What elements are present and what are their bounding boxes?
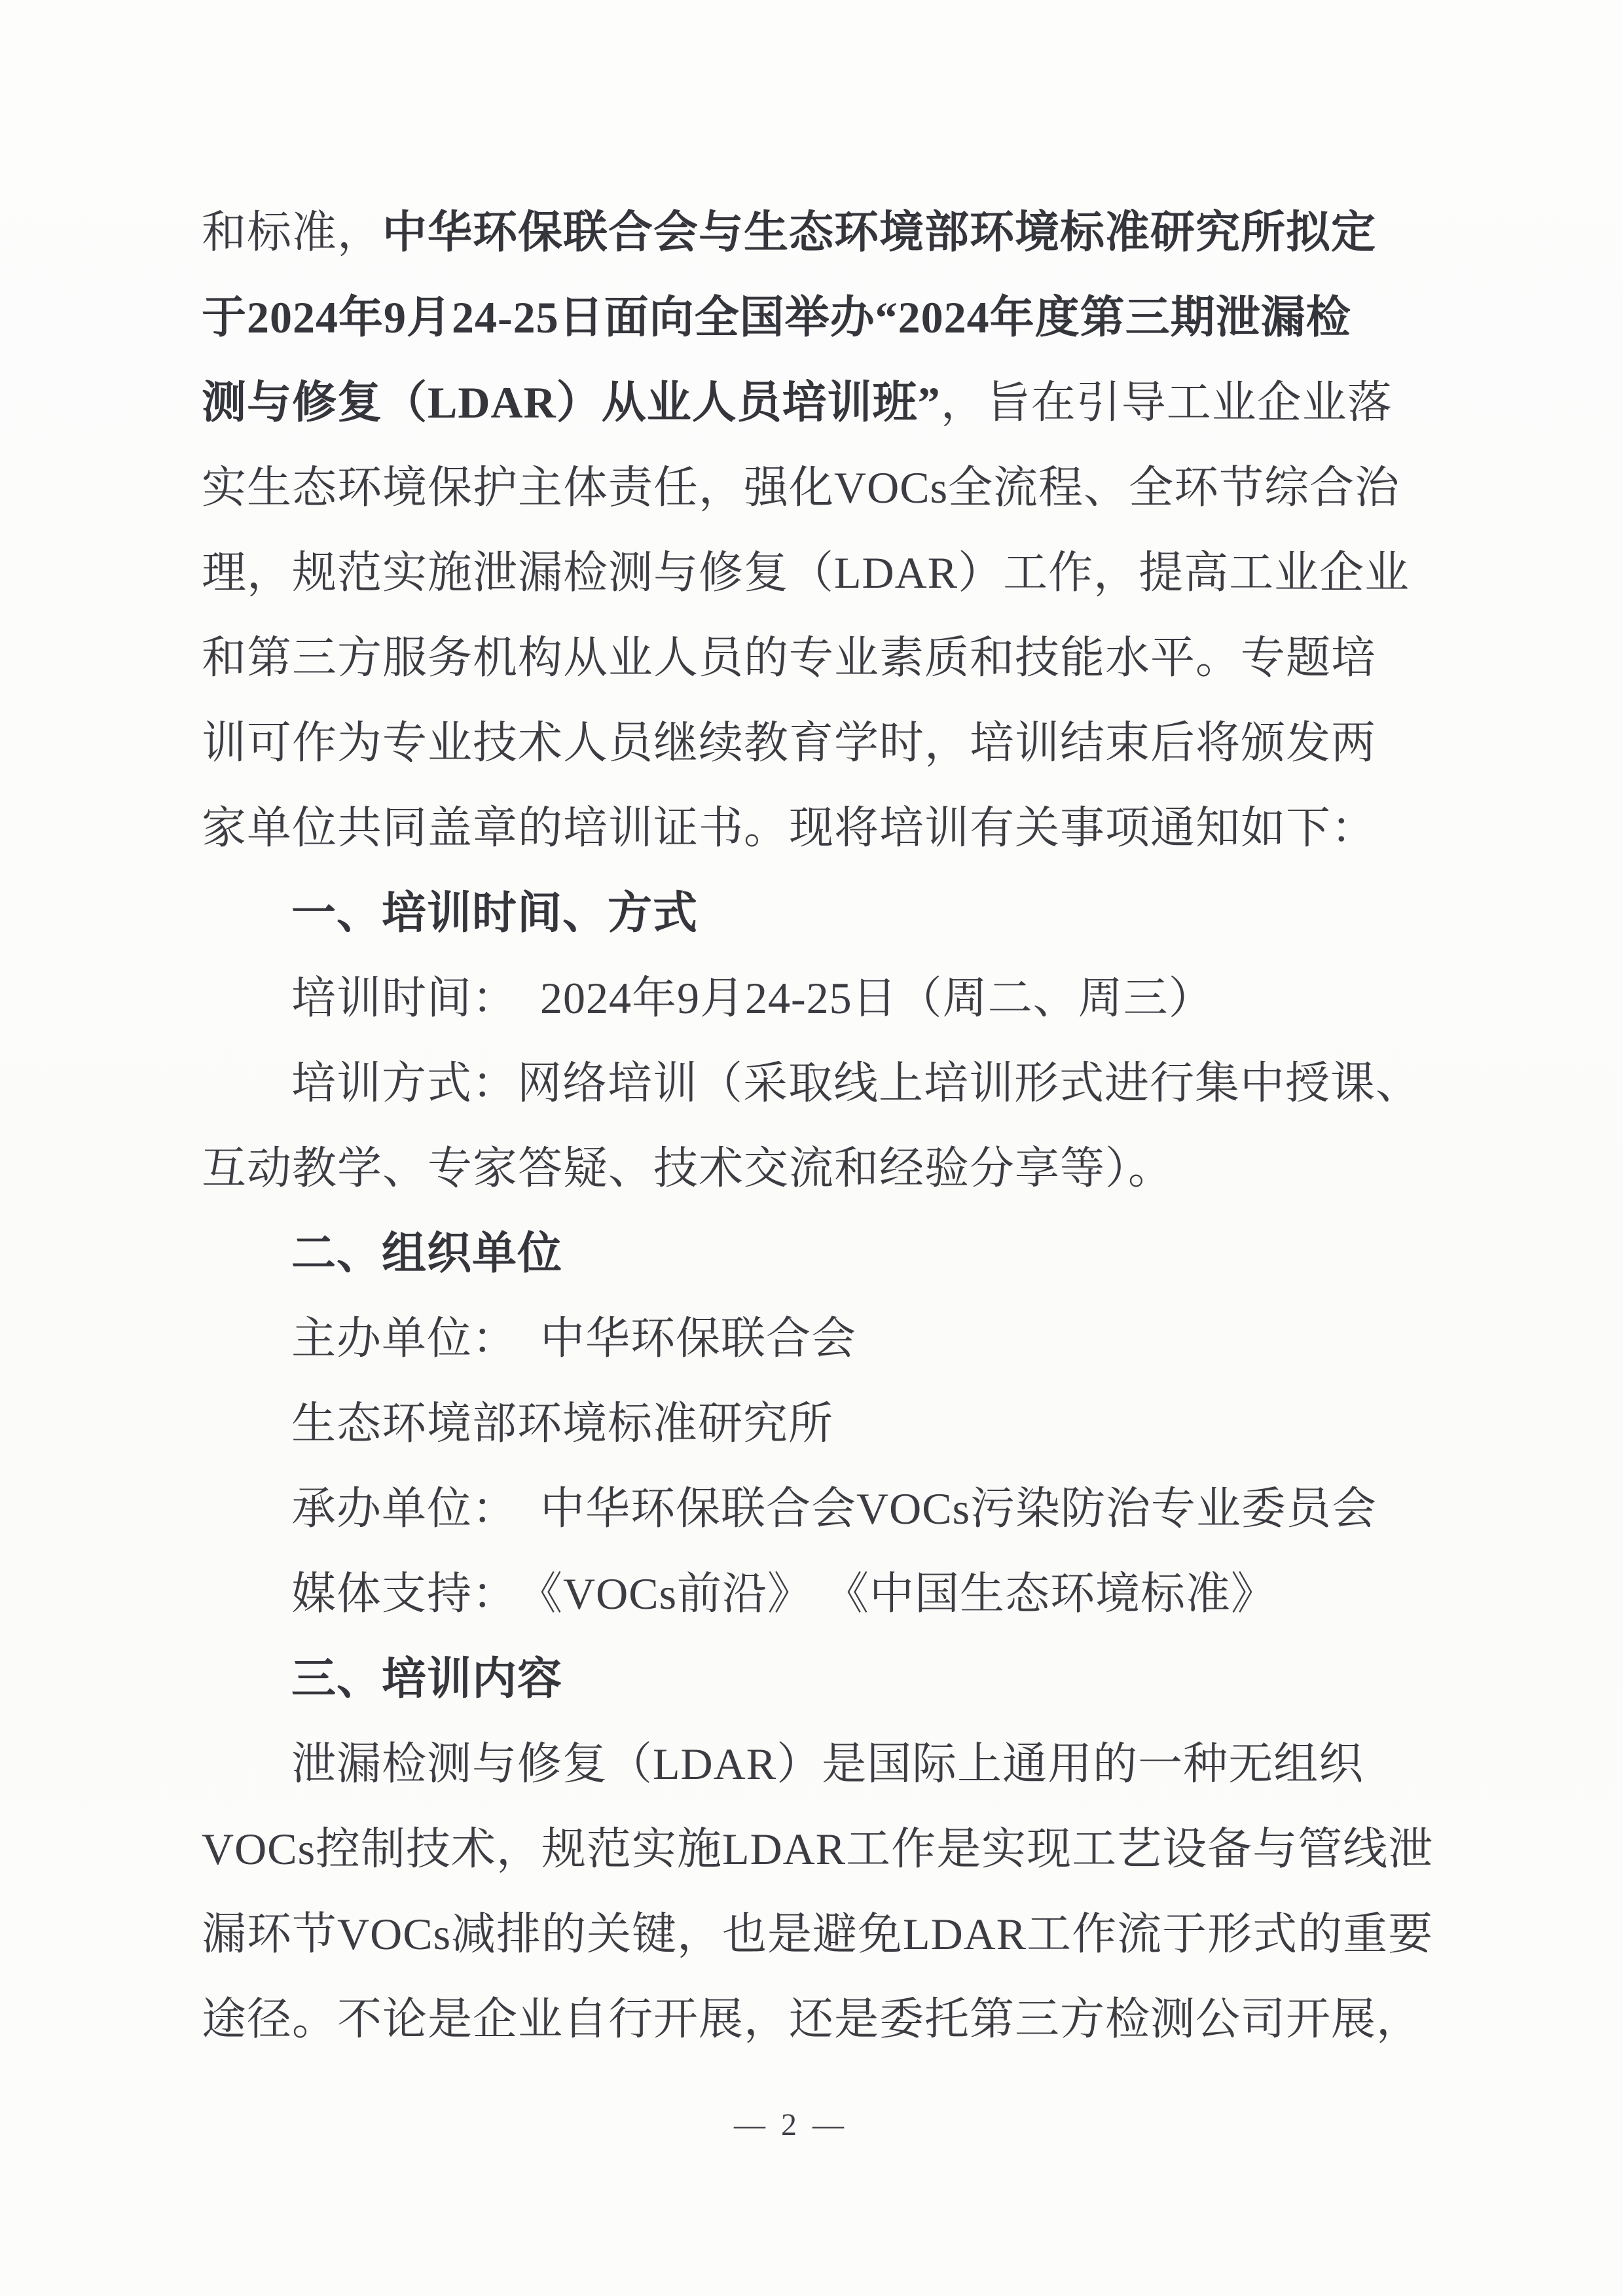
text-segment: 途径。不论是企业自行开展，还是委托第三方检测公司开展， <box>202 1994 1422 2044</box>
body-line <box>202 785 1380 870</box>
text-segment: 训可作为专业技术人员继续教育学时，培训结束后将颁发两 <box>202 718 1377 768</box>
body-line <box>202 360 1393 445</box>
text-segment: 培训时间： 2024年9月24-25日（周二、周三） <box>291 973 1214 1023</box>
host-unit-line <box>202 1381 1380 1466</box>
text-segment: 理，规范实施泄漏检测与修复（LDAR）工作，提高工业企业 <box>202 548 1410 598</box>
page-number: — 2 — <box>734 2108 848 2142</box>
body-line <box>202 1721 1380 1806</box>
body-line <box>202 275 1380 360</box>
body-line <box>202 190 1380 275</box>
body-line <box>202 700 1380 785</box>
text-segment: 于2024年9月24-25日面向全国举办“2024年度第三期泄漏检 <box>202 293 1351 342</box>
text-segment: 承办单位： 中华环保联合会VOCs污染防治专业委员会 <box>291 1484 1377 1534</box>
text-segment: 一、培训时间、方式 <box>291 888 699 938</box>
text-segment: VOCs控制技术，规范实施LDAR工作是实现工艺设备与管线泄 <box>202 1824 1434 1874</box>
training-method-line <box>202 1041 1421 1126</box>
training-time-line <box>202 956 1380 1041</box>
media-support-line <box>202 1551 1380 1636</box>
section-heading-organizers <box>202 1211 1380 1296</box>
body-line <box>202 445 1400 530</box>
document-body <box>202 190 1434 2148</box>
text-segment: 培训方式：网络培训（采取线上培训形式进行集中授课、 <box>291 1058 1421 1108</box>
text-segment: 家单位共同盖章的培训证书。现将培训有关事项通知如下： <box>202 803 1377 853</box>
body-line <box>202 1806 1434 1892</box>
body-line <box>202 615 1380 700</box>
body-line <box>202 1892 1434 1977</box>
text-segment: 生态环境部环境标准研究所 <box>291 1399 834 1448</box>
text-segment: 泄漏检测与修复（LDAR）是国际上通用的一种无组织 <box>291 1739 1364 1789</box>
body-line <box>202 1977 1422 2062</box>
section-heading-training-time <box>202 870 1380 956</box>
text-segment: 实生态环境保护主体责任，强化VOCs全流程、全环节综合治 <box>202 463 1400 512</box>
text-segment: ，旨在引导工业企业落 <box>940 378 1393 427</box>
text-segment: 漏环节VOCs减排的关键，也是避免LDAR工作流于形式的重要 <box>202 1909 1434 1959</box>
text-segment: 主办单位： 中华环保联合会 <box>291 1314 857 1363</box>
text-segment: 和标准， <box>202 207 383 257</box>
text-segment: 二、组织单位 <box>291 1229 563 1278</box>
body-line <box>202 1126 1380 1211</box>
text-segment: 媒体支持： 《VOCs前沿》 《中国生态环境标准》 <box>291 1569 1277 1619</box>
section-heading-training-content <box>202 1636 1380 1721</box>
host-unit-line <box>202 1296 1380 1381</box>
text-segment: 测与修复（LDAR）从业人员培训班” <box>202 378 941 427</box>
text-segment: 互动教学、专家答疑、技术交流和经验分享等）。 <box>202 1143 1174 1193</box>
body-line <box>202 530 1410 615</box>
text-segment: 中华环保联合会与生态环境部环境标准研究所拟定 <box>382 207 1377 257</box>
organizer-unit-line <box>202 1466 1380 1551</box>
text-segment: 三、培训内容 <box>291 1654 563 1704</box>
text-segment: 和第三方服务机构从业人员的专业素质和技能水平。专题培 <box>202 633 1377 683</box>
